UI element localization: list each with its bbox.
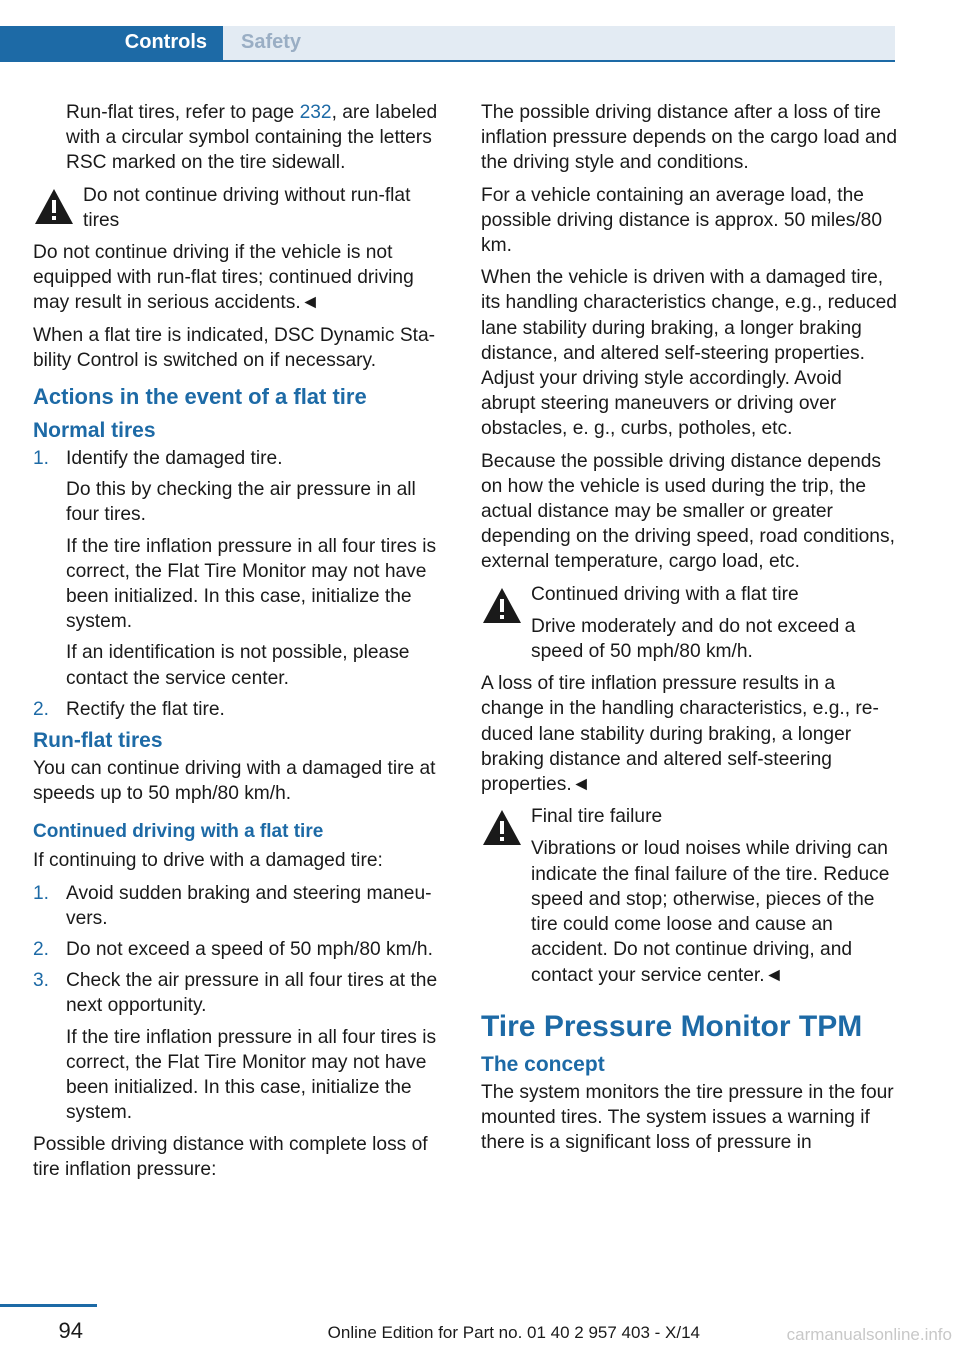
- warning-body: Do not continue driving if the vehicle is not equipped with run-flat tires; continued driving may result in serious accidents.◄: [33, 242, 414, 314]
- list-item: [33, 881, 448, 931]
- list-number: 1.: [33, 882, 50, 904]
- list-item: [33, 968, 448, 1125]
- list-item-text: Do not exceed a speed of 50 mph/80 km/h.: [66, 939, 433, 961]
- list-item-text: Identify the damaged tire.: [66, 448, 283, 470]
- warning-triangle-icon: [481, 586, 523, 626]
- pressure-loss-paragraph: A loss of tire inflation pressure results in a change in the handling characteristics, e.g., reduced lane stability during braking, a longer braking distance and altered self-steering properties.◄: [481, 673, 879, 796]
- list-number: 3.: [33, 970, 50, 992]
- continued-intro-paragraph: If continuing to drive with a damaged tire:: [33, 850, 383, 872]
- warning-title: Continued driving with a flat tire: [531, 583, 799, 605]
- list-item-text: Avoid sudden braking and steering maneuvers.: [66, 882, 432, 929]
- distance-depends-paragraph: The possible driving distance after a loss of tire inflation pressure depends on the cargo load and the driving style and conditions.: [481, 102, 898, 174]
- subheading-concept: The concept: [481, 1052, 605, 1076]
- runflat-paragraph: You can continue driving with a damaged tire at speeds up to 50 mph/80 km/h.: [33, 758, 436, 805]
- list-item-text: Do this by checking the air pressure in all four tires.: [66, 479, 416, 526]
- list-item-text: If an identification is not possible, please contact the service center.: [66, 642, 410, 689]
- list-item-text: Rectify the flat tire.: [66, 698, 225, 720]
- subheading-normal-tires: Normal tires: [33, 419, 156, 443]
- warning-triangle-icon: [33, 187, 75, 227]
- warning-title: Do not continue driving without run-flat tires: [83, 184, 411, 231]
- list-item-text: If the tire inflation pressure in all four tires is correct, the Flat Tire Monitor may not have been initialized. In this case, initialize the system.: [66, 1026, 437, 1124]
- continued-driving-list: [33, 881, 448, 1126]
- watermark: carmanualsonline.info: [786, 1325, 952, 1344]
- runflat-intro-text: Run-flat tires, refer to page: [66, 102, 300, 123]
- list-item: [33, 937, 448, 962]
- list-item: [33, 446, 448, 691]
- list-item-text: Check the air pressure in all four tires at the next opportunity.: [66, 970, 438, 1017]
- page-number: 94: [58, 1318, 83, 1343]
- warning-body: Vibrations or loud noises while driving can indicate the final failure of the tire. Reduce speed and stop; otherwise, pieces of the tire could come loose and cause an accident. Do not continue driving, and contact your service center.◄: [531, 838, 890, 986]
- list-item-text: If the tire inflation pressure in all four tires is correct, the Flat Tire Monitor may not have been initialized. In this case, initialize the system.: [66, 535, 437, 633]
- runflat-intro-paragraph: [33, 100, 448, 176]
- edition-text: Online Edition for Part no. 01 40 2 957 403 - X/14: [327, 1323, 700, 1342]
- subheading-continued-driving: Continued driving with a flat tire: [33, 821, 324, 843]
- list-number: 2.: [33, 698, 50, 720]
- tab-safety[interactable]: Safety: [223, 26, 895, 60]
- list-item: [33, 697, 448, 722]
- warning-triangle-icon: [481, 808, 523, 848]
- warning-no-runflat: [33, 183, 448, 316]
- warning-final-failure: [481, 804, 899, 987]
- section-heading-tpm: Tire Pressure Monitor TPM: [481, 1009, 863, 1043]
- subheading-runflat-tires: Run-flat tires: [33, 729, 163, 753]
- page-reference-link[interactable]: 232: [299, 102, 332, 123]
- header-rule: [0, 60, 895, 62]
- list-number: 2.: [33, 939, 50, 961]
- driving-distance-paragraph: Possible driving distance with complete loss of tire inflation pressure:: [33, 1133, 428, 1180]
- tab-controls[interactable]: Controls: [0, 26, 223, 60]
- warning-body: Drive moderately and do not exceed a speed of 50 mph/80 km/h.: [531, 615, 856, 663]
- right-column: [481, 100, 899, 1162]
- footer-rule: [0, 1304, 97, 1307]
- left-column: [33, 100, 448, 1189]
- warning-continued-driving: [481, 582, 899, 665]
- average-load-paragraph: For a vehicle containing an average load, the possible driving distance is approx. 50 miles/80 km.: [481, 184, 883, 257]
- handling-paragraph: When the vehicle is driven with a damaged tire, its handling characteristics change, e.g., reduced lane stability during braking, a longer braking distance, and altered self-steering properties. Adjust your driving style accordingly. Avoid abrupt steering maneuvers or driving over obstacles, e. g., curbs, potholes, etc.: [481, 267, 897, 440]
- list-number: 1.: [33, 448, 50, 470]
- warning-title: Final tire failure: [531, 806, 663, 828]
- dsc-paragraph: When a flat tire is indicated, DSC Dynamic Stability Control is switched on if necessary.: [33, 324, 436, 371]
- normal-tires-list: [33, 446, 448, 722]
- concept-paragraph: The system monitors the tire pressure in the four mounted tires. The system issues a warning if there is a significant loss of pressure in: [481, 1081, 894, 1154]
- distance-varies-paragraph: Because the possible driving distance depends on how the vehicle is used during the trip, the actual distance may be smaller or greater depending on the driving speed, road conditions, external temperature, cargo load, etc.: [481, 450, 895, 573]
- section-heading-actions: Actions in the event of a flat tire: [33, 384, 367, 410]
- runflat-intro-text-rest: , are labeled with a circular symbol containing the letters RSC marked on the tire sidewall.: [66, 102, 438, 174]
- header-bar: [0, 0, 895, 60]
